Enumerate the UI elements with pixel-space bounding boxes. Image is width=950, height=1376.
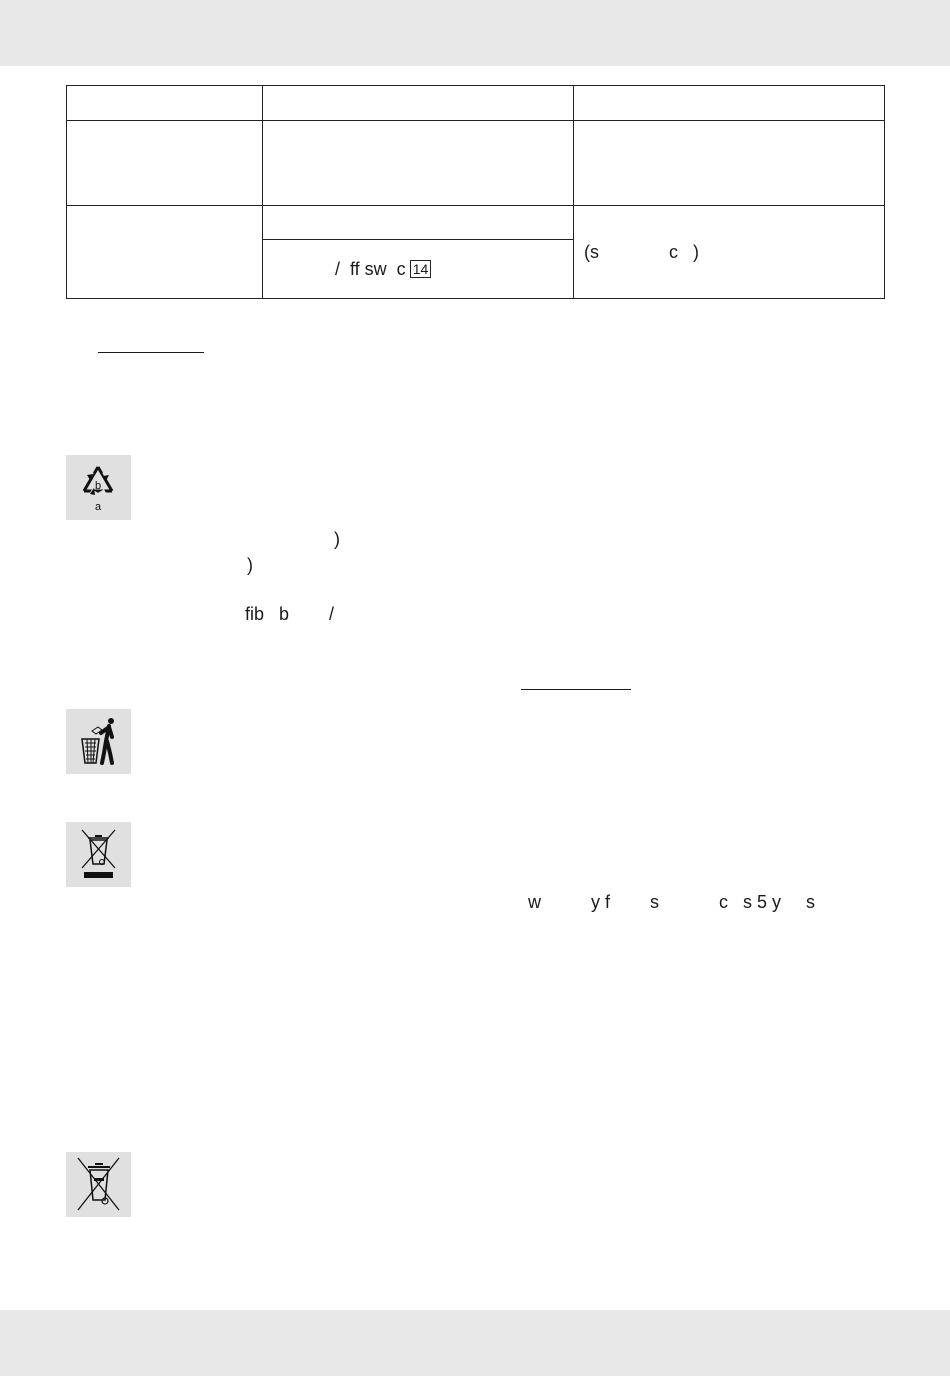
- reference-number-box: 14: [410, 260, 432, 278]
- recycling-code-letter: b: [94, 480, 102, 492]
- table-header-cell: [67, 86, 263, 121]
- table-row: [67, 206, 885, 240]
- text-fragment: ): [334, 529, 340, 549]
- crossed-wheelie-bin-icon: [66, 1152, 131, 1217]
- litter-bin-icon: [66, 709, 131, 774]
- table-cell: [67, 121, 263, 206]
- bottom-margin-band: [0, 1310, 950, 1376]
- table-row: [67, 121, 885, 206]
- table-header-cell: [574, 86, 885, 121]
- table-header-cell: [263, 86, 574, 121]
- table-cell: [263, 240, 574, 299]
- link-underline: [521, 689, 631, 690]
- remedy-text: (s c ): [584, 241, 700, 262]
- table-header-row: [67, 86, 885, 121]
- text-fragment: fib b /: [245, 604, 335, 624]
- table-cell: [67, 206, 263, 299]
- top-margin-band: [0, 0, 950, 66]
- recycling-material-letter: a: [94, 501, 102, 513]
- text-fragment: w y f s c s 5 y s: [528, 892, 816, 912]
- recycling-symbol-icon: [66, 455, 131, 520]
- table-cell: [263, 121, 574, 206]
- table-cell: [574, 121, 885, 206]
- crossed-bin-battery-icon: [66, 822, 131, 887]
- table-cell: [574, 206, 885, 299]
- text-fragment: ): [247, 555, 253, 575]
- table-cell: [263, 206, 574, 240]
- heading-underline: [98, 352, 204, 353]
- troubleshooting-table: [66, 85, 885, 299]
- cause-text: / ff sw c: [335, 258, 406, 279]
